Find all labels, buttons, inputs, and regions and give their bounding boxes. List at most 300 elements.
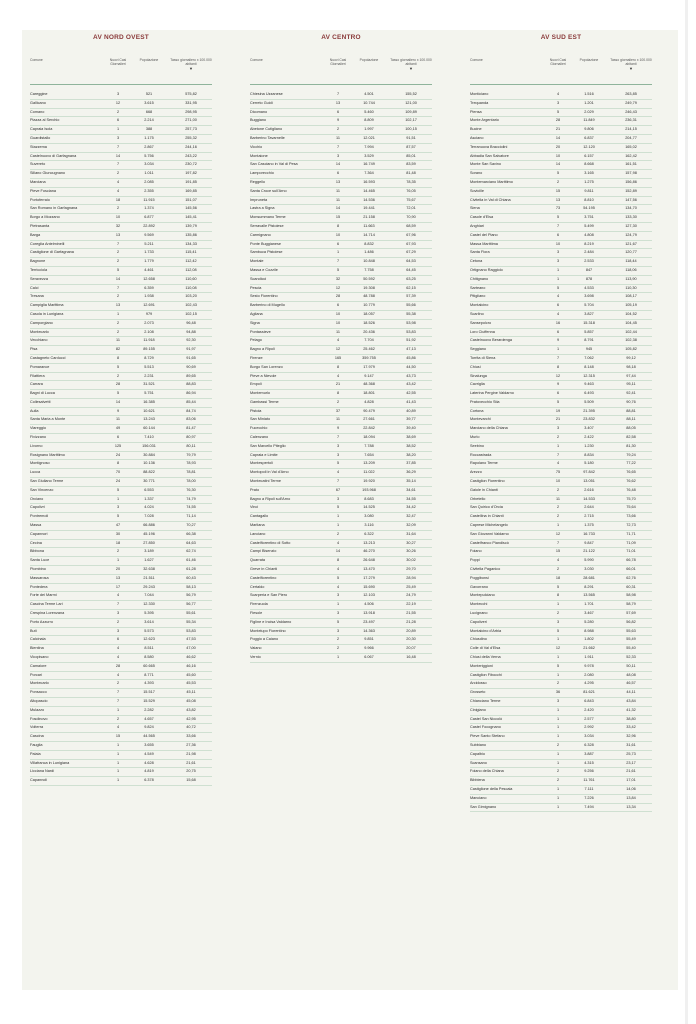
table-row xyxy=(470,161,652,170)
cell-nuovi-casi: 30 xyxy=(115,531,121,536)
table-row xyxy=(30,452,212,461)
cell-popolazione: 1.997 xyxy=(364,127,374,132)
cell-nuovi-casi: 8 xyxy=(336,391,340,396)
cell-tasso: 33,66 xyxy=(186,734,196,739)
cell-popolazione: 15.318 xyxy=(583,320,595,325)
cell-popolazione: 19.308 xyxy=(363,285,375,290)
cell-nuovi-casi: 2 xyxy=(556,742,560,747)
cell-popolazione: 2.533 xyxy=(584,259,594,264)
cell-nuovi-casi: 14 xyxy=(555,162,561,167)
cell-popolazione: 16.733 xyxy=(583,531,595,536)
cell-tasso: 46,57 xyxy=(626,681,636,686)
table-row xyxy=(250,469,432,478)
cell-tasso: 257,73 xyxy=(185,127,197,132)
cell-tasso: 64,53 xyxy=(406,259,416,264)
cell-nuovi-casi: 1 xyxy=(556,804,560,809)
table-row xyxy=(30,716,212,725)
cell-tasso: 62,15 xyxy=(406,285,416,290)
cell-tasso: 39,77 xyxy=(406,417,416,422)
cell-popolazione: 19.441 xyxy=(363,206,375,211)
cell-popolazione: 16.749 xyxy=(363,162,375,167)
cell-popolazione: 8.580 xyxy=(144,655,154,659)
cell-tasso: 89,65 xyxy=(186,373,196,378)
cell-comune: Lucignano xyxy=(470,611,488,616)
cell-tasso: 66,78 xyxy=(626,558,636,563)
cell-comune: Massa Marittima xyxy=(470,241,498,246)
cell-popolazione: 3.655 xyxy=(144,742,154,747)
cell-nuovi-casi: 8 xyxy=(556,364,560,369)
cell-comune: Arezzo xyxy=(470,470,482,475)
cell-comune: Calcinaia xyxy=(30,637,46,642)
cell-comune: Capannoli xyxy=(30,778,48,783)
cell-popolazione: 6.837 xyxy=(584,135,594,140)
table-row xyxy=(470,144,652,153)
cell-popolazione: 359.755 xyxy=(362,355,376,360)
table-row xyxy=(250,293,432,302)
cell-nuovi-casi: 1 xyxy=(556,655,560,659)
table-row xyxy=(470,742,652,751)
table-row xyxy=(250,337,432,346)
table-row xyxy=(470,777,652,786)
cell-nuovi-casi: 5 xyxy=(336,267,340,272)
cell-nuovi-casi: 13 xyxy=(555,197,561,202)
cell-comune: Sorano xyxy=(470,171,483,176)
cell-tasso: 169,85 xyxy=(185,188,197,193)
cell-tasso: 76,05 xyxy=(406,188,416,193)
cell-popolazione: 17.979 xyxy=(363,364,375,369)
table-row xyxy=(30,320,212,329)
table-row xyxy=(30,197,212,206)
cell-tasso: 56,82 xyxy=(626,619,636,624)
cell-comune: San Romano in Garfagnana xyxy=(30,206,78,211)
cell-tasso: 85,44 xyxy=(186,399,196,404)
table-row xyxy=(250,126,432,135)
table-row xyxy=(470,109,652,118)
cell-comune: Castel San Niccolò xyxy=(470,716,503,721)
table-row xyxy=(30,478,212,487)
table-row xyxy=(470,760,652,769)
cell-comune: Bagno a Ripoli xyxy=(250,347,275,352)
table-row xyxy=(250,258,432,267)
cell-tasso: 47,13 xyxy=(406,347,416,352)
table-row xyxy=(470,408,652,417)
cell-nuovi-casi: 14 xyxy=(115,276,121,281)
table-row xyxy=(30,399,212,408)
cell-tasso: 16,48 xyxy=(406,655,416,659)
table-row xyxy=(30,654,212,663)
cell-tasso: 71,14 xyxy=(186,514,196,519)
cell-tasso: 35,14 xyxy=(406,479,416,484)
cell-nuovi-casi: 13 xyxy=(335,100,341,105)
cell-popolazione: 11.849 xyxy=(583,118,595,123)
cell-tasso: 55,61 xyxy=(186,611,196,616)
cell-nuovi-casi: 9 xyxy=(556,382,560,387)
cell-nuovi-casi: 18 xyxy=(115,540,121,545)
cell-comune: Pieve a Nievole xyxy=(250,373,277,378)
cell-comune: Camporgiano xyxy=(30,320,53,325)
table-row xyxy=(470,724,652,733)
cell-popolazione: 2.029 xyxy=(584,109,594,114)
table-row xyxy=(30,531,212,540)
cell-nuovi-casi: 12 xyxy=(335,285,341,290)
cell-nuovi-casi: 2 xyxy=(116,716,120,721)
cell-popolazione: 2.073 xyxy=(144,320,154,325)
table-row xyxy=(470,232,652,241)
table-row xyxy=(470,768,652,777)
cell-comune: Monte Argentario xyxy=(470,118,499,123)
table-row xyxy=(470,276,652,285)
table-row xyxy=(250,144,432,153)
cell-comune: Viareggio xyxy=(30,426,46,431)
cell-popolazione: 23.832 xyxy=(583,417,595,422)
cell-comune: Sovicille xyxy=(470,188,484,193)
table-row xyxy=(30,205,212,214)
cell-nuovi-casi: 12 xyxy=(115,100,121,105)
table-row xyxy=(30,364,212,373)
cell-comune: Torrita di Siena xyxy=(470,355,496,360)
cell-nuovi-casi: 3 xyxy=(116,505,120,510)
cell-comune: Bagnone xyxy=(30,259,46,264)
cell-comune: Montelupo Fiorentino xyxy=(250,628,286,633)
table-row xyxy=(30,522,212,531)
cell-comune: Civitella Paganico xyxy=(470,567,501,572)
table-row xyxy=(470,179,652,188)
cell-nuovi-casi: 10 xyxy=(555,241,561,246)
cell-nuovi-casi: 2 xyxy=(116,206,120,211)
cell-comune: Montale xyxy=(250,259,264,264)
cell-popolazione: 8.683 xyxy=(364,496,374,501)
cell-tasso: 82,58 xyxy=(626,435,636,440)
cell-popolazione: 9.256 xyxy=(584,769,594,774)
cell-nuovi-casi: 6 xyxy=(556,303,560,308)
cell-nuovi-casi: 11 xyxy=(336,417,340,422)
cell-popolazione: 12.658 xyxy=(143,276,155,281)
cell-tasso: 70,27 xyxy=(186,523,196,528)
cell-nuovi-casi: 4 xyxy=(336,373,340,378)
cell-tasso: 53,98 xyxy=(406,320,416,325)
cell-comune: Capraia e Limite xyxy=(250,452,278,457)
cell-nuovi-casi: 2 xyxy=(116,549,120,554)
cell-comune: Montecchi xyxy=(470,602,488,607)
cell-popolazione: 18.801 xyxy=(363,391,375,396)
table-row xyxy=(250,645,432,654)
cell-tasso: 31,61 xyxy=(626,742,636,747)
table-row xyxy=(470,680,652,689)
cell-tasso: 62,76 xyxy=(626,575,636,580)
cell-comune: Chiusi xyxy=(470,364,481,369)
table-header xyxy=(30,46,212,85)
cell-tasso: 74,55 xyxy=(186,505,196,510)
cell-nuovi-casi: 1 xyxy=(556,760,560,765)
table-row xyxy=(470,628,652,637)
cell-tasso: 48,08 xyxy=(626,672,636,677)
table-body xyxy=(250,91,432,663)
cell-popolazione: 1.627 xyxy=(144,558,154,563)
cell-popolazione: 14.525 xyxy=(363,505,375,510)
cell-popolazione: 8.834 xyxy=(584,452,594,457)
cell-comune: Piombino xyxy=(30,567,46,572)
cell-popolazione: 2.992 xyxy=(584,725,594,730)
cell-comune: Pisa xyxy=(30,347,38,352)
cell-nuovi-casi: 28 xyxy=(335,294,341,299)
table-row xyxy=(30,742,212,751)
table-row xyxy=(30,540,212,549)
cell-popolazione: 13.209 xyxy=(363,461,375,466)
cell-tasso: 102,17 xyxy=(405,118,417,123)
cell-tasso: 56,79 xyxy=(186,593,196,598)
cell-popolazione: 4.657 xyxy=(144,716,154,721)
table-row xyxy=(470,126,652,135)
cell-comune: Cerreto Guidi xyxy=(250,100,273,105)
header-nuovi-casi: Nuovi Casi Giornalieri xyxy=(109,58,127,67)
cell-comune: Pieve Santo Stefano xyxy=(470,734,505,739)
table-row xyxy=(470,751,652,760)
cell-nuovi-casi: 20 xyxy=(115,567,121,572)
cell-nuovi-casi: 47 xyxy=(115,523,121,528)
cell-comune: Lastra a Signa xyxy=(250,206,275,211)
cell-comune: Livorno xyxy=(30,443,43,448)
cell-comune: Barberino di Mugello xyxy=(250,303,285,308)
cell-comune: Poggio a Caiano xyxy=(250,637,279,642)
cell-nuovi-casi: 36 xyxy=(555,690,561,695)
table-row xyxy=(250,205,432,214)
cell-popolazione: 28.681 xyxy=(583,575,595,580)
cell-popolazione: 3.080 xyxy=(364,514,374,519)
table-row xyxy=(30,241,212,250)
cell-tasso: 57,69 xyxy=(626,611,636,616)
cell-comune: Buggiano xyxy=(250,118,267,123)
cell-comune: Vernio xyxy=(250,655,261,659)
cell-nuovi-casi: 12 xyxy=(335,347,341,352)
cell-popolazione: 1.011 xyxy=(144,171,154,176)
table-row xyxy=(250,566,432,575)
cell-popolazione: 21.158 xyxy=(363,215,375,220)
cell-comune: Scarlino xyxy=(470,311,484,316)
cell-comune: Altopascio xyxy=(30,698,48,703)
sort-desc-icon: ▼ xyxy=(409,65,413,71)
cell-comune: Borgo San Lorenzo xyxy=(250,364,283,369)
cell-comune: Montepulciano xyxy=(470,593,495,598)
cell-popolazione: 15.690 xyxy=(363,584,375,589)
cell-popolazione: 8.511 xyxy=(144,646,154,651)
cell-comune: Caprese Michelangelo xyxy=(470,523,508,528)
section-nord-ovest xyxy=(30,30,212,786)
table-row xyxy=(470,443,652,452)
cell-nuovi-casi: 5 xyxy=(556,171,560,176)
table-row xyxy=(470,170,652,179)
cell-tasso: 60,31 xyxy=(626,584,636,589)
cell-popolazione: 54.195 xyxy=(583,206,595,211)
cell-tasso: 105,82 xyxy=(625,347,637,352)
cell-comune: Montignoso xyxy=(30,461,50,466)
cell-comune: Seebino xyxy=(470,443,484,448)
cell-nuovi-casi: 2 xyxy=(116,373,120,378)
table-row xyxy=(470,557,652,566)
table-row xyxy=(30,443,212,452)
cell-nuovi-casi: 4 xyxy=(116,179,120,184)
cell-tasso: 38,69 xyxy=(406,435,416,440)
cell-popolazione: 17.279 xyxy=(363,575,375,580)
table-row xyxy=(470,117,652,126)
cell-tasso: 21,98 xyxy=(186,751,196,756)
cell-tasso: 20,07 xyxy=(406,646,416,651)
cell-tasso: 58,79 xyxy=(626,602,636,607)
table-row xyxy=(30,346,212,355)
cell-comune: Licciana Nardi xyxy=(30,769,55,774)
cell-nuovi-casi: 1 xyxy=(556,734,560,739)
cell-tasso: 71,09 xyxy=(626,540,636,545)
cell-comune: Fivizzano xyxy=(30,435,47,440)
cell-tasso: 14,06 xyxy=(626,786,636,791)
cell-tasso: 45,86 xyxy=(406,355,416,360)
cell-comune: Arcidosso xyxy=(470,681,487,686)
cell-tasso: 88,81 xyxy=(626,408,636,413)
cell-tasso: 134,33 xyxy=(185,241,197,246)
table-row xyxy=(470,346,652,355)
table-row xyxy=(30,566,212,575)
table-row xyxy=(470,425,652,434)
cell-tasso: 34,42 xyxy=(406,505,416,510)
cell-tasso: 145,41 xyxy=(185,215,197,220)
cell-popolazione: 945 xyxy=(585,347,593,352)
table-row xyxy=(250,117,432,126)
cell-nuovi-casi: 2 xyxy=(556,567,560,572)
cell-popolazione: 1.201 xyxy=(584,100,594,105)
cell-comune: Orciano xyxy=(30,496,44,501)
cell-comune: Borgo a Mozzano xyxy=(30,215,60,220)
cell-popolazione: 12.120 xyxy=(583,144,595,149)
cell-popolazione: 5.499 xyxy=(584,223,594,228)
cell-popolazione: 89.155 xyxy=(143,347,155,352)
cell-tasso: 110,30 xyxy=(625,285,637,290)
table-row xyxy=(470,478,652,487)
cell-popolazione: 6.067 xyxy=(364,655,374,659)
table-row xyxy=(30,724,212,733)
cell-comune: Campiglia Marittima xyxy=(30,303,64,308)
cell-nuovi-casi: 32 xyxy=(115,223,121,228)
table-row xyxy=(30,249,212,258)
cell-nuovi-casi: 5 xyxy=(556,285,560,290)
cell-popolazione: 1.486 xyxy=(364,250,374,255)
cell-popolazione: 27.661 xyxy=(363,417,375,422)
table-header xyxy=(250,46,432,85)
cell-nuovi-casi: 2 xyxy=(556,505,560,510)
cell-popolazione: 5.280 xyxy=(584,619,594,624)
cell-nuovi-casi: 8 xyxy=(556,593,560,598)
table-row xyxy=(30,214,212,223)
cell-nuovi-casi: 6 xyxy=(556,232,560,237)
cell-comune: Castagneto Carducci xyxy=(30,355,66,360)
cell-nuovi-casi: 1 xyxy=(116,127,120,132)
header-nuovi-casi: Nuovi Casi Giornalieri xyxy=(549,58,567,67)
cell-nuovi-casi: 12 xyxy=(555,531,561,536)
cell-comune: Pontedera xyxy=(30,584,48,589)
cell-popolazione: 13.243 xyxy=(143,417,155,422)
cell-popolazione: 90.479 xyxy=(363,408,375,413)
cell-nuovi-casi: 1 xyxy=(556,707,560,712)
cell-comune: Marciano della Chiana xyxy=(470,426,508,431)
table-row xyxy=(470,487,652,496)
cell-comune: Montalcino xyxy=(470,303,489,308)
cell-nuovi-casi: 7 xyxy=(336,144,340,149)
cell-tasso: 15,68 xyxy=(186,778,196,783)
cell-comune: Pescia xyxy=(250,285,262,290)
cell-tasso: 112,42 xyxy=(185,259,197,264)
cell-comune: Forte dei Marmi xyxy=(30,593,57,598)
table-row xyxy=(470,337,652,346)
header-popolazione: Popolazione xyxy=(579,58,599,62)
cell-tasso: 271,00 xyxy=(185,118,197,123)
cell-tasso: 66,01 xyxy=(626,567,636,572)
cell-nuovi-casi: 15 xyxy=(115,734,121,739)
table-row xyxy=(250,654,432,663)
cell-tasso: 147,56 xyxy=(625,197,637,202)
cell-comune: Anghiari xyxy=(470,223,484,228)
cell-comune: San Casciano in Val di Pesa xyxy=(250,162,298,167)
cell-nuovi-casi: 3 xyxy=(336,153,340,158)
cell-tasso: 104,52 xyxy=(625,311,637,316)
cell-nuovi-casi: 10 xyxy=(115,215,121,220)
cell-tasso: 110,60 xyxy=(185,276,197,281)
cell-tasso: 108,17 xyxy=(625,294,637,299)
cell-popolazione: 10.621 xyxy=(143,408,155,413)
table-row xyxy=(30,144,212,153)
cell-popolazione: 13.470 xyxy=(363,567,375,572)
cell-popolazione: 8.668 xyxy=(584,162,594,167)
cell-tasso: 157,98 xyxy=(625,171,637,176)
cell-comune: Montaione xyxy=(250,153,268,158)
table-row xyxy=(30,258,212,267)
cell-comune: Siena xyxy=(470,206,480,211)
cell-tasso: 64,63 xyxy=(186,540,196,545)
cell-popolazione: 1.802 xyxy=(584,637,594,642)
cell-tasso: 76,65 xyxy=(626,470,636,475)
cell-nuovi-casi: 1 xyxy=(116,760,120,765)
cell-comune: Quarrata xyxy=(250,558,265,563)
cell-popolazione: 3.034 xyxy=(584,734,594,739)
table-row xyxy=(30,373,212,382)
cell-tasso: 32,96 xyxy=(626,734,636,739)
cell-comune: Poggibonsi xyxy=(470,575,489,580)
table-row xyxy=(470,610,652,619)
cell-nuovi-casi: 24 xyxy=(115,479,121,484)
header-tasso xyxy=(610,46,652,84)
cell-popolazione: 8.148 xyxy=(584,364,594,369)
cell-popolazione: 3.887 xyxy=(584,751,594,756)
table-row xyxy=(30,170,212,179)
cell-comune: Massa e Cozzile xyxy=(250,267,278,272)
cell-popolazione: 50.592 xyxy=(363,276,375,281)
cell-comune: Careggine xyxy=(30,92,48,96)
cell-comune: Abbadia San Salvatore xyxy=(470,153,509,158)
cell-tasso: 78,93 xyxy=(186,461,196,466)
cell-tasso: 52,33 xyxy=(626,655,636,659)
cell-nuovi-casi: 2 xyxy=(336,637,340,642)
table-row xyxy=(470,135,652,144)
table-row xyxy=(470,531,652,540)
cell-nuovi-casi: 2 xyxy=(556,769,560,774)
cell-popolazione: 60.144 xyxy=(143,426,155,431)
cell-comune: San Giovanni Valdarno xyxy=(470,531,509,536)
table-row xyxy=(30,469,212,478)
cell-nuovi-casi: 5 xyxy=(336,575,340,580)
cell-tasso: 45,11 xyxy=(186,690,196,695)
cell-comune: Pitigliano xyxy=(470,294,486,299)
table-row xyxy=(470,153,652,162)
cell-popolazione: 979 xyxy=(145,311,153,316)
cell-nuovi-casi: 19 xyxy=(555,408,561,413)
cell-popolazione: 13.565 xyxy=(583,593,595,598)
